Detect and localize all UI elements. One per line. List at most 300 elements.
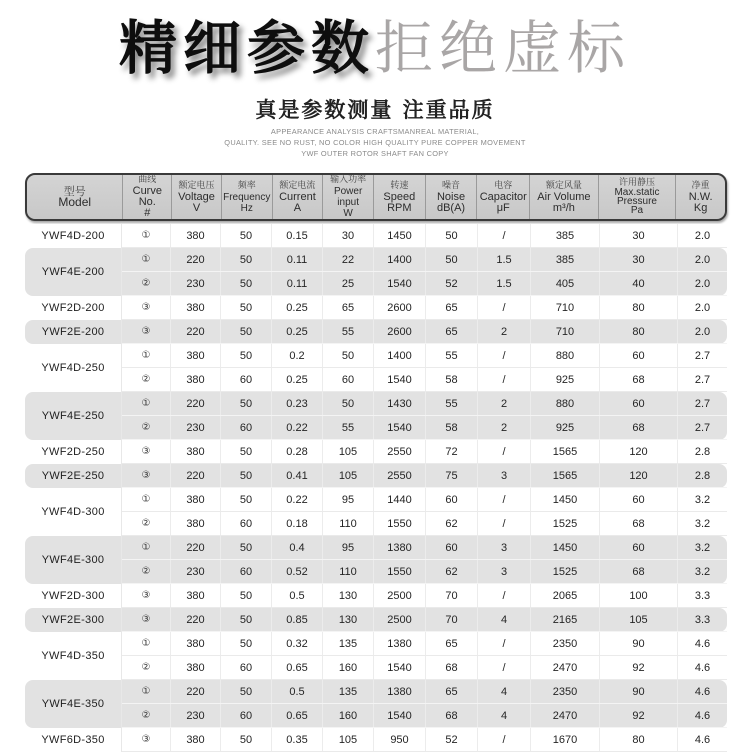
curve-cell: ③	[122, 440, 171, 463]
weight-cell: 2.8	[694, 445, 711, 458]
air-volume-cell: 2470	[531, 656, 600, 679]
pressure-cell: 40	[600, 272, 678, 295]
model-group	[25, 248, 727, 296]
model-cell: YWF4E-200	[25, 248, 122, 296]
noise-cell: 52	[426, 728, 478, 751]
curve-cell: ②	[122, 272, 171, 295]
table-row	[122, 344, 727, 368]
model-group	[25, 632, 727, 680]
air-volume-cell: 880	[531, 392, 600, 415]
current-cell: 0.22	[272, 488, 323, 511]
power-cell: 25	[323, 272, 374, 295]
capacitor-cell: 2	[478, 320, 531, 343]
current-cell: 0.23	[272, 392, 323, 415]
power-cell: 130	[323, 608, 374, 631]
hero-title-light: 拒绝虚标	[375, 14, 632, 82]
pressure-cell: 60	[600, 392, 678, 415]
model-cell: YWF4D-300	[25, 488, 122, 536]
current-cell: 0.25	[272, 296, 323, 319]
model-cell: YWF2D-300	[25, 584, 122, 608]
table-row	[122, 584, 727, 608]
speed-cell: 2500	[374, 608, 426, 631]
curve-cell: ②	[122, 704, 171, 727]
current-cell: 0.65	[272, 656, 323, 679]
weight-cell: 2.0	[694, 325, 711, 338]
frequency-cell: 50	[221, 608, 272, 631]
air-volume-cell: 385	[531, 248, 600, 271]
noise-cell: 65	[426, 296, 478, 319]
voltage-cell: 380	[171, 440, 221, 463]
frequency-cell: 50	[221, 440, 272, 463]
weight-cell: 4.6	[694, 661, 711, 674]
capacitor-cell: 3	[478, 464, 531, 487]
speed-cell: 1550	[374, 512, 426, 535]
power-cell: 95	[323, 488, 374, 511]
weight-cell: 2.7	[694, 373, 711, 386]
capacitor-cell: 4	[478, 680, 531, 703]
english-caption-line-2: QUALITY. SEE NO RUST, NO COLOR HIGH QUALITY PURE COPPER MOVEMENT	[224, 138, 526, 147]
curve-cell: ③	[122, 464, 171, 487]
frequency-cell: 50	[221, 632, 272, 655]
noise-cell: 50	[426, 224, 478, 247]
air-volume-cell: 880	[531, 344, 600, 367]
capacitor-cell: /	[478, 632, 531, 655]
model-group	[25, 464, 727, 488]
table-row	[122, 512, 727, 536]
table-row	[122, 224, 727, 248]
weight-cell: 3.2	[694, 565, 711, 578]
pressure-cell: 80	[600, 728, 678, 751]
frequency-cell: 50	[221, 272, 272, 295]
power-cell: 135	[323, 632, 374, 655]
table-row	[122, 416, 727, 440]
pressure-cell: 68	[600, 512, 678, 535]
weight-cell: 2.7	[694, 421, 711, 434]
curve-cell: ①	[122, 680, 171, 703]
speed-cell: 1430	[374, 392, 426, 415]
power-cell: 60	[323, 368, 374, 391]
capacitor-cell: /	[478, 656, 531, 679]
table-row	[122, 656, 727, 680]
current-cell: 0.32	[272, 632, 323, 655]
air-volume-cell: 2065	[531, 584, 600, 607]
current-cell: 0.5	[272, 584, 323, 607]
voltage-cell: 380	[171, 344, 221, 367]
curve-cell: ①	[122, 536, 171, 559]
frequency-cell: 50	[221, 296, 272, 319]
english-caption-line-1: APPEARANCE ANALYSIS CRAFTSMANREAL MATERIAL,	[270, 127, 480, 136]
voltage-cell: 380	[171, 224, 221, 247]
model-cell: YWF4E-300	[25, 536, 122, 584]
voltage-cell: 380	[171, 296, 221, 319]
noise-cell: 68	[426, 704, 478, 727]
table-row	[122, 272, 727, 296]
current-cell: 0.22	[272, 416, 323, 439]
weight-cell: 3.3	[694, 589, 711, 602]
model-group	[25, 320, 727, 344]
air-volume-cell: 2350	[531, 632, 600, 655]
weight-cell: 4.6	[694, 733, 711, 746]
current-cell: 0.4	[272, 536, 323, 559]
curve-cell: ①	[122, 224, 171, 247]
air-volume-cell: 1670	[531, 728, 600, 751]
capacitor-cell: 2	[478, 392, 531, 415]
capacitor-cell: /	[478, 728, 531, 751]
capacitor-cell: 3	[478, 560, 531, 583]
pressure-cell: 100	[600, 584, 678, 607]
power-cell: 135	[323, 680, 374, 703]
table-row	[122, 392, 727, 416]
curve-cell: ①	[122, 248, 171, 271]
power-cell: 95	[323, 536, 374, 559]
speed-cell: 2500	[374, 584, 426, 607]
current-cell: 0.52	[272, 560, 323, 583]
curve-cell: ③	[122, 296, 171, 319]
model-cell: YWF4D-250	[25, 344, 122, 392]
pressure-cell: 60	[600, 344, 678, 367]
capacitor-cell: /	[478, 440, 531, 463]
current-cell: 0.25	[272, 368, 323, 391]
frequency-cell: 50	[221, 224, 272, 247]
model-cell: YWF4E-250	[25, 392, 122, 440]
pressure-cell: 90	[600, 680, 678, 703]
curve-cell: ②	[122, 416, 171, 439]
model-cell: YWF2D-250	[25, 440, 122, 464]
speed-cell: 1540	[374, 368, 426, 391]
header-current: 额定电流 Current A	[273, 175, 324, 219]
current-cell: 0.28	[272, 440, 323, 463]
speed-cell: 1450	[374, 224, 426, 247]
hero-title-dark: 精细参数	[118, 14, 375, 82]
table-header	[25, 173, 727, 221]
frequency-cell: 60	[221, 704, 272, 727]
power-cell: 110	[323, 512, 374, 535]
model-group	[25, 488, 727, 536]
model-group	[25, 608, 727, 632]
speed-cell: 2550	[374, 464, 426, 487]
power-cell: 105	[323, 440, 374, 463]
table-row	[122, 608, 727, 632]
capacitor-cell: /	[478, 344, 531, 367]
model-cell: YWF2E-250	[25, 464, 122, 488]
air-volume-cell: 1525	[531, 512, 600, 535]
current-cell: 0.35	[272, 728, 323, 751]
weight-cell: 3.3	[694, 613, 711, 626]
model-group	[25, 680, 727, 728]
capacitor-cell: /	[478, 584, 531, 607]
model-group	[25, 584, 727, 608]
spec-table	[25, 173, 727, 752]
speed-cell: 950	[374, 728, 426, 751]
pressure-cell: 30	[600, 224, 678, 247]
voltage-cell: 220	[171, 464, 221, 487]
power-cell: 105	[323, 728, 374, 751]
model-cell: YWF2E-300	[25, 608, 122, 632]
noise-cell: 65	[426, 632, 478, 655]
model-group	[25, 536, 727, 584]
header-power: 输入功率 Power input W	[323, 175, 374, 219]
speed-cell: 1400	[374, 344, 426, 367]
air-volume-cell: 710	[531, 296, 600, 319]
air-volume-cell: 2470	[531, 704, 600, 727]
air-volume-cell: 2350	[531, 680, 600, 703]
air-volume-cell: 1525	[531, 560, 600, 583]
curve-cell: ③	[122, 584, 171, 607]
frequency-cell: 60	[221, 656, 272, 679]
header-voltage: 额定电压 Voltage V	[172, 175, 222, 219]
air-volume-cell: 1450	[531, 488, 600, 511]
weight-cell: 3.2	[694, 517, 711, 530]
noise-cell: 75	[426, 464, 478, 487]
power-cell: 160	[323, 656, 374, 679]
frequency-cell: 50	[221, 536, 272, 559]
frequency-cell: 50	[221, 728, 272, 751]
voltage-cell: 220	[171, 680, 221, 703]
air-volume-cell: 925	[531, 368, 600, 391]
frequency-cell: 60	[221, 560, 272, 583]
header-speed: 转速 Speed RPM	[374, 175, 426, 219]
pressure-cell: 60	[600, 488, 678, 511]
model-group	[25, 392, 727, 440]
speed-cell: 1550	[374, 560, 426, 583]
speed-cell: 1440	[374, 488, 426, 511]
air-volume-cell: 1565	[531, 440, 600, 463]
speed-cell: 1540	[374, 416, 426, 439]
curve-cell: ③	[122, 320, 171, 343]
curve-cell: ③	[122, 728, 171, 751]
frequency-cell: 50	[221, 320, 272, 343]
voltage-cell: 220	[171, 320, 221, 343]
header-curve: 曲线 Curve No. #	[123, 175, 172, 219]
table-row	[122, 296, 727, 320]
pressure-cell: 92	[600, 704, 678, 727]
model-group	[25, 440, 727, 464]
speed-cell: 1380	[374, 680, 426, 703]
weight-cell: 3.2	[694, 493, 711, 506]
noise-cell: 65	[426, 680, 478, 703]
frequency-cell: 60	[221, 512, 272, 535]
model-group	[25, 344, 727, 392]
model-cell: YWF4D-350	[25, 632, 122, 680]
table-row	[122, 320, 727, 344]
pressure-cell: 68	[600, 368, 678, 391]
speed-cell: 1540	[374, 704, 426, 727]
capacitor-cell: 4	[478, 608, 531, 631]
curve-cell: ②	[122, 368, 171, 391]
power-cell: 160	[323, 704, 374, 727]
frequency-cell: 50	[221, 248, 272, 271]
speed-cell: 1380	[374, 632, 426, 655]
weight-cell: 2.7	[694, 349, 711, 362]
power-cell: 65	[323, 296, 374, 319]
current-cell: 0.2	[272, 344, 323, 367]
current-cell: 0.18	[272, 512, 323, 535]
frequency-cell: 50	[221, 344, 272, 367]
air-volume-cell: 1565	[531, 464, 600, 487]
pressure-cell: 80	[600, 320, 678, 343]
capacitor-cell: 1.5	[478, 272, 531, 295]
english-caption-line-3: YWF OUTER ROTOR SHAFT FAN COPY	[301, 149, 449, 158]
current-cell: 0.25	[272, 320, 323, 343]
power-cell: 50	[323, 392, 374, 415]
curve-cell: ②	[122, 512, 171, 535]
voltage-cell: 220	[171, 608, 221, 631]
model-group	[25, 296, 727, 320]
header-capacitor: 电容 Capacitor μF	[477, 175, 530, 219]
power-cell: 130	[323, 584, 374, 607]
frequency-cell: 60	[221, 416, 272, 439]
noise-cell: 60	[426, 488, 478, 511]
speed-cell: 2550	[374, 440, 426, 463]
voltage-cell: 380	[171, 368, 221, 391]
weight-cell: 2.0	[694, 277, 711, 290]
capacitor-cell: 3	[478, 536, 531, 559]
noise-cell: 72	[426, 440, 478, 463]
noise-cell: 68	[426, 656, 478, 679]
voltage-cell: 380	[171, 632, 221, 655]
capacitor-cell: 1.5	[478, 248, 531, 271]
power-cell: 110	[323, 560, 374, 583]
weight-cell: 4.6	[694, 637, 711, 650]
weight-cell: 4.6	[694, 709, 711, 722]
noise-cell: 70	[426, 608, 478, 631]
hero-banner	[0, 8, 750, 88]
frequency-cell: 50	[221, 464, 272, 487]
pressure-cell: 90	[600, 632, 678, 655]
noise-cell: 58	[426, 416, 478, 439]
weight-cell: 2.7	[694, 397, 711, 410]
table-row	[122, 560, 727, 584]
weight-cell: 2.0	[694, 253, 711, 266]
capacitor-cell: 4	[478, 704, 531, 727]
current-cell: 0.11	[272, 248, 323, 271]
weight-cell: 4.6	[694, 685, 711, 698]
capacitor-cell: /	[478, 224, 531, 247]
noise-cell: 55	[426, 344, 478, 367]
weight-cell: 2.0	[694, 229, 711, 242]
speed-cell: 2600	[374, 296, 426, 319]
header-model: 型号 Model	[27, 175, 123, 219]
pressure-cell: 68	[600, 416, 678, 439]
power-cell: 30	[323, 224, 374, 247]
power-cell: 55	[323, 320, 374, 343]
pressure-cell: 60	[600, 536, 678, 559]
curve-cell: ①	[122, 344, 171, 367]
noise-cell: 50	[426, 248, 478, 271]
voltage-cell: 230	[171, 416, 221, 439]
noise-cell: 65	[426, 320, 478, 343]
capacitor-cell: /	[478, 488, 531, 511]
voltage-cell: 230	[171, 704, 221, 727]
pressure-cell: 68	[600, 560, 678, 583]
header-net-weight: 净重 N.W. Kg	[688, 180, 713, 214]
weight-cell: 3.2	[694, 541, 711, 554]
table-body	[25, 224, 727, 752]
air-volume-cell: 385	[531, 224, 600, 247]
table-row	[122, 440, 727, 464]
table-row	[122, 728, 727, 752]
weight-cell: 2.0	[694, 301, 711, 314]
air-volume-cell: 405	[531, 272, 600, 295]
air-volume-cell: 925	[531, 416, 600, 439]
voltage-cell: 220	[171, 248, 221, 271]
current-cell: 0.5	[272, 680, 323, 703]
table-row	[122, 536, 727, 560]
voltage-cell: 220	[171, 392, 221, 415]
weight-cell: 2.8	[694, 469, 711, 482]
voltage-cell: 380	[171, 728, 221, 751]
curve-cell: ①	[122, 632, 171, 655]
capacitor-cell: 2	[478, 416, 531, 439]
current-cell: 0.11	[272, 272, 323, 295]
model-cell: YWF4D-200	[25, 224, 122, 248]
curve-cell: ③	[122, 608, 171, 631]
table-row	[122, 248, 727, 272]
table-row	[122, 464, 727, 488]
model-cell: YWF6D-350	[25, 728, 122, 752]
frequency-cell: 50	[221, 584, 272, 607]
model-cell: YWF2E-200	[25, 320, 122, 344]
capacitor-cell: /	[478, 296, 531, 319]
model-group	[25, 728, 727, 752]
frequency-cell: 60	[221, 368, 272, 391]
capacitor-cell: /	[478, 512, 531, 535]
speed-cell: 2600	[374, 320, 426, 343]
model-group	[25, 224, 727, 248]
capacitor-cell: /	[478, 368, 531, 391]
model-cell: YWF4E-350	[25, 680, 122, 728]
noise-cell: 62	[426, 560, 478, 583]
speed-cell: 1400	[374, 248, 426, 271]
air-volume-cell: 710	[531, 320, 600, 343]
current-cell: 0.85	[272, 608, 323, 631]
air-volume-cell: 2165	[531, 608, 600, 631]
pressure-cell: 80	[600, 296, 678, 319]
pressure-cell: 105	[600, 608, 678, 631]
speed-cell: 1540	[374, 656, 426, 679]
voltage-cell: 230	[171, 560, 221, 583]
table-row	[122, 632, 727, 656]
table-row	[122, 488, 727, 512]
current-cell: 0.15	[272, 224, 323, 247]
frequency-cell: 50	[221, 488, 272, 511]
air-volume-cell: 1450	[531, 536, 600, 559]
header-pressure: 许用静压 Max.static Pressure Pa	[599, 175, 677, 219]
noise-cell: 55	[426, 392, 478, 415]
power-cell: 22	[323, 248, 374, 271]
header-air-volume: 额定风量 Air Volume m³/h	[530, 175, 599, 219]
voltage-cell: 380	[171, 488, 221, 511]
pressure-cell: 92	[600, 656, 678, 679]
frequency-cell: 50	[221, 392, 272, 415]
frequency-cell: 50	[221, 680, 272, 703]
noise-cell: 62	[426, 512, 478, 535]
power-cell: 105	[323, 464, 374, 487]
pressure-cell: 120	[600, 440, 678, 463]
noise-cell: 70	[426, 584, 478, 607]
table-row	[122, 704, 727, 728]
subtitle: 真是参数测量 注重品质	[255, 98, 495, 122]
current-cell: 0.65	[272, 704, 323, 727]
voltage-cell: 220	[171, 536, 221, 559]
curve-cell: ②	[122, 560, 171, 583]
voltage-cell: 380	[171, 512, 221, 535]
noise-cell: 60	[426, 536, 478, 559]
table-row	[122, 368, 727, 392]
header-noise: 噪音 Noise dB(A)	[426, 175, 478, 219]
model-cell: YWF2D-200	[25, 296, 122, 320]
power-cell: 55	[323, 416, 374, 439]
